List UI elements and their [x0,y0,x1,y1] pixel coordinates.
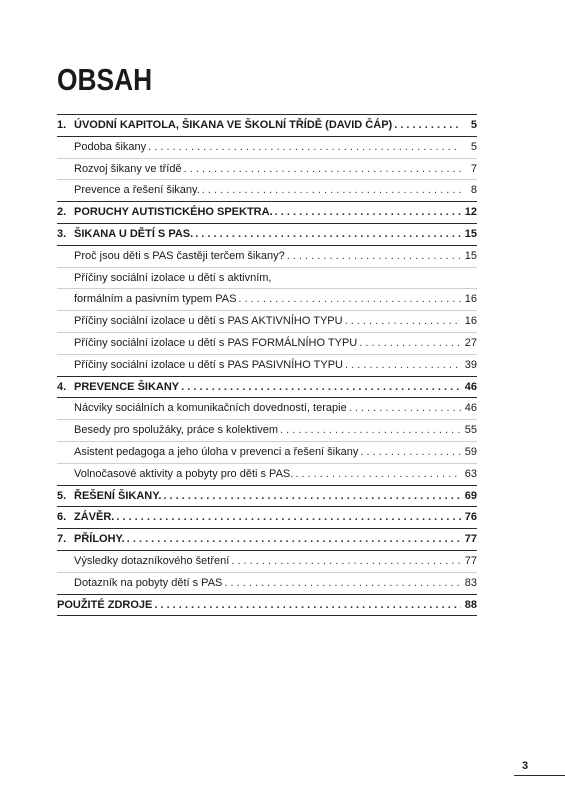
toc-leader-dots [359,333,461,354]
toc-chapter-number: 3. [57,227,67,240]
toc-title: Výsledky dotazníkového šetření [74,554,230,567]
toc-leader-dots [287,246,461,267]
toc-chapter-number: 7. [57,533,67,546]
page-number: 3 [522,760,529,772]
toc-title: Proč jsou děti s PAS častěji terčem šikany? [74,249,285,262]
toc-section[interactable] [57,311,477,333]
toc-section[interactable] [57,420,477,442]
toc-chapter-number: 1. [57,119,67,131]
toc-section[interactable] [57,464,477,486]
toc-chapter[interactable] [57,507,477,529]
toc-page-number: 88 [464,598,477,611]
toc-title: formálním a pasivním typem PAS [74,293,237,306]
toc-chapter[interactable] [57,377,477,399]
toc-leader-dots [181,377,461,398]
toc-leader-dots [238,289,461,310]
toc-leader-dots [360,442,461,463]
toc-chapter[interactable] [57,486,477,508]
toc-section[interactable] [57,398,477,420]
toc-title: POUŽITÉ ZDROJE [57,598,153,611]
toc-page-number: 69 [464,489,477,502]
toc-leader-dots [275,202,461,223]
toc-title: Dotazník na pobyty dětí s PAS [74,576,223,589]
toc-page-number: 59 [464,445,477,458]
toc-title: ZÁVĚR. [74,511,115,524]
toc-title: Volnočasové aktivity a pobyty pro děti s PAS. [74,467,294,480]
toc-section[interactable] [57,159,477,181]
toc-section[interactable] [57,137,477,159]
toc-leader-dots [280,420,461,441]
toc-leader-dots [202,180,461,201]
toc-section[interactable] [57,551,477,573]
toc-title: Asistent pedagoga a jeho úloha v prevenci a řešení šikany [74,445,359,458]
toc-page-number: 46 [464,402,477,415]
toc-leader-dots [349,398,461,419]
toc-leader-dots [127,529,461,550]
toc-page-number: 77 [464,533,477,546]
toc-chapter[interactable] [57,202,477,224]
toc-leader-dots [231,551,461,572]
toc-title: ŘEŠENÍ ŠIKANY. [74,489,162,502]
toc-page-number: 39 [464,358,477,371]
toc-section[interactable] [57,180,477,202]
page-title: OBSAH [57,62,153,97]
toc-section[interactable] [57,355,477,377]
toc-section[interactable] [57,246,477,268]
toc-page-number: 16 [464,315,477,328]
toc-title: Příčiny sociální izolace u dětí s aktivním, [74,271,272,284]
toc-chapter[interactable] [57,529,477,551]
toc-page-number: 63 [464,467,477,480]
toc-title: Podoba šikany [74,140,147,153]
toc-chapter-number: 4. [57,380,67,393]
toc-title: Příčiny sociální izolace u dětí s PAS AKTIVNÍHO TYPU [74,315,343,328]
toc-chapter-number: 2. [57,206,67,219]
toc-section[interactable] [57,573,477,595]
toc-leader-dots [184,159,461,180]
toc-page-number: 12 [464,206,477,219]
toc-leader-dots [195,224,461,245]
toc-section[interactable] [57,289,477,311]
toc-page-number: 8 [470,184,477,197]
toc-chapter-number: 5. [57,489,67,502]
toc-title: Rozvoj šikany ve třídě [74,162,182,175]
toc-page-number: 5 [470,119,477,131]
toc-chapter-number: 6. [57,511,67,524]
toc-title: PORUCHY AUTISTICKÉHO SPEKTRA. [74,206,273,219]
toc-title: Příčiny sociální izolace u dětí s PAS PASIVNÍHO TYPU [74,358,343,371]
toc-chapter[interactable] [57,595,477,617]
toc-chapter[interactable] [57,115,477,137]
toc-leader-dots [163,486,461,507]
toc-title: Příčiny sociální izolace u dětí s PAS FORMÁLNÍHO TYPU [74,336,358,349]
toc-leader-dots [295,464,461,485]
toc-page-number: 7 [470,162,477,175]
toc-page-number: 15 [464,249,477,262]
toc-leader-dots [345,311,461,332]
table-of-contents [57,114,477,616]
toc-title: PREVENCE ŠIKANY [74,380,180,393]
toc-section[interactable] [57,442,477,464]
toc-section[interactable] [57,333,477,355]
toc-title: Besedy pro spolužáky, práce s kolektivem [74,424,278,437]
toc-page-number: 83 [464,576,477,589]
toc-page-number: 5 [470,140,477,153]
toc-chapter[interactable] [57,224,477,246]
toc-leader-dots [224,573,461,594]
toc-page-number: 15 [464,227,477,240]
toc-page-number: 55 [464,424,477,437]
toc-leader-dots [345,355,461,376]
toc-title: Nácviky sociálních a komunikačních dovedností, terapie [74,402,347,415]
toc-leader-dots [154,595,461,616]
toc-page-number: 76 [464,511,477,524]
toc-page-number: 46 [464,380,477,393]
toc-title: PŘÍLOHY. [74,533,125,546]
toc-page-number: 77 [464,554,477,567]
toc-page-number: 27 [464,336,477,349]
toc-leader-dots [394,115,461,136]
toc-section[interactable] [57,268,477,290]
toc-title: Prevence a řešení šikany. [74,184,200,197]
toc-leader-dots [116,507,461,528]
toc-title: ŠIKANA U DĚTÍ S PAS. [74,227,194,240]
toc-title: ÚVODNÍ KAPITOLA, ŠIKANA VE ŠKOLNÍ TŘÍDĚ (DAVID ČÁP) [74,119,393,131]
page-number-rule [514,775,565,776]
toc-leader-dots [148,137,461,158]
toc-page-number: 16 [464,293,477,306]
